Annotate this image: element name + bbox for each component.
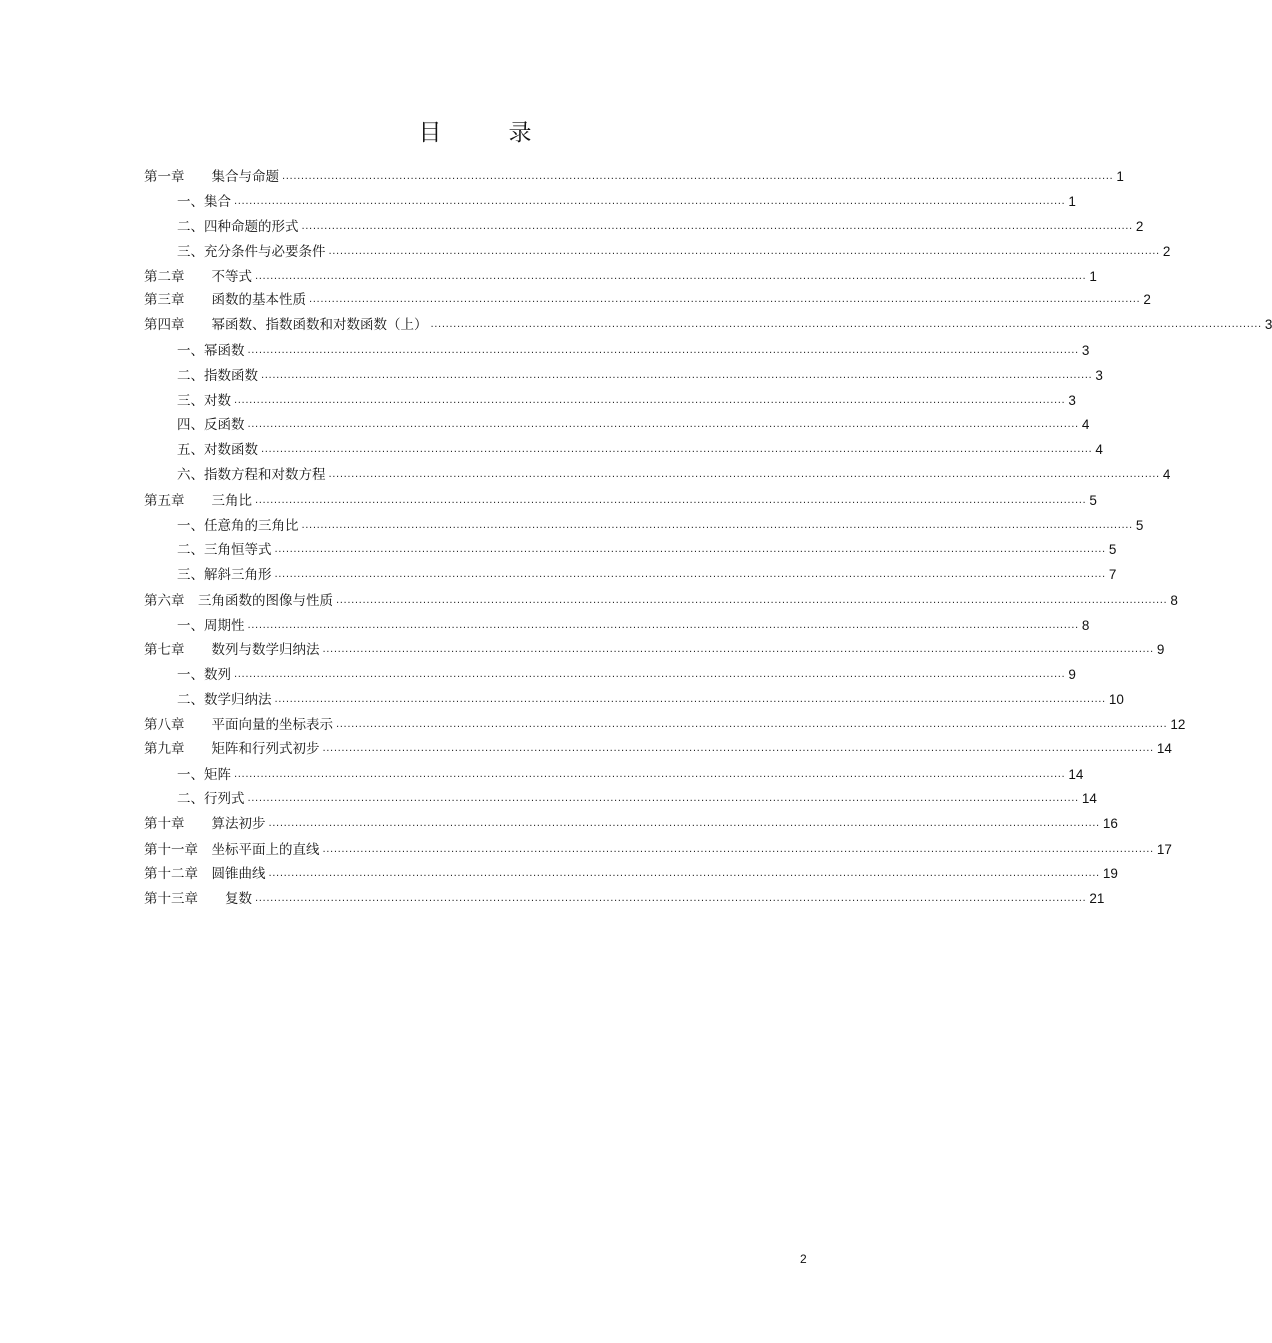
toc-entry-label: 第二章 不等式 [144, 269, 252, 285]
toc-entry-label: 二、行列式 [177, 791, 245, 807]
toc-entry-label: 三、解斜三角形 [177, 567, 272, 583]
toc-chapter-entry[interactable] [144, 888, 1105, 910]
dot-leader: ............................................................................................................................................................................................................................ [322, 844, 1154, 855]
toc-section-entry[interactable] [144, 241, 1171, 263]
dot-leader: ............................................................................................................................................................................................................................ [430, 319, 1262, 330]
dot-leader: ............................................................................................................................................................................................................................ [274, 694, 1106, 705]
toc-entry-label: 一、任意角的三角比 [177, 518, 299, 534]
toc-chapter-entry[interactable] [144, 490, 1097, 512]
dot-leader: ............................................................................................................................................................................................................................ [328, 246, 1160, 257]
toc-entry-label: 六、指数方程和对数方程 [177, 467, 326, 483]
dot-leader: ............................................................................................................................................................................................................................ [247, 419, 1079, 430]
toc-entry-page: 10 [1108, 692, 1124, 707]
toc-entry-label: 第八章 平面向量的坐标表示 [144, 717, 333, 733]
dot-leader: ............................................................................................................................................................................................................................ [328, 469, 1160, 480]
toc-entry-page: 12 [1170, 717, 1186, 732]
toc-section-entry[interactable] [144, 439, 1103, 461]
toc-chapter-entry[interactable] [144, 266, 1097, 288]
dot-leader: ............................................................................................................................................................................................................................ [309, 294, 1141, 305]
toc-entry-label: 一、周期性 [177, 618, 245, 634]
toc-entry-page: 1 [1068, 194, 1076, 209]
toc-chapter-entry[interactable] [144, 289, 1151, 311]
toc-section-entry[interactable] [144, 689, 1124, 711]
dot-leader: ............................................................................................................................................................................................................................ [247, 620, 1079, 631]
dot-leader: ............................................................................................................................................................................................................................ [255, 495, 1087, 506]
toc-chapter-entry[interactable] [144, 314, 1272, 336]
toc-section-entry[interactable] [144, 564, 1117, 586]
toc-entry-page: 1 [1116, 169, 1124, 184]
toc-entry-label: 第六章 三角函数的图像与性质 [144, 593, 333, 609]
toc-entry-page: 9 [1068, 667, 1076, 682]
toc-entry-page: 3 [1081, 343, 1090, 358]
toc-entry-label: 二、指数函数 [177, 368, 258, 384]
dot-leader: ............................................................................................................................................................................................................................ [322, 743, 1154, 754]
dot-leader: ............................................................................................................................................................................................................................ [336, 595, 1168, 606]
toc-chapter-entry[interactable] [144, 590, 1178, 612]
toc-chapter-entry[interactable] [144, 738, 1172, 760]
dot-leader: ............................................................................................................................................................................................................................ [261, 444, 1093, 455]
dot-leader: ............................................................................................................................................................................................................................ [301, 520, 1133, 531]
toc-entry-label: 一、矩阵 [177, 767, 231, 783]
dot-leader: ............................................................................................................................................................................................................................ [234, 196, 1066, 207]
dot-leader: ............................................................................................................................................................................................................................ [268, 818, 1100, 829]
dot-leader: ............................................................................................................................................................................................................................ [274, 569, 1106, 580]
toc-section-entry[interactable] [144, 216, 1144, 238]
toc-entry-page: 2 [1162, 244, 1171, 259]
toc-entry-page: 2 [1135, 219, 1144, 234]
toc-entry-page: 1 [1089, 269, 1097, 284]
dot-leader: ............................................................................................................................................................................................................................ [247, 345, 1079, 356]
toc-entry-page: 7 [1108, 567, 1117, 582]
toc-chapter-entry[interactable] [144, 639, 1165, 661]
toc-entry-page: 14 [1156, 741, 1172, 756]
toc-section-entry[interactable] [144, 764, 1084, 786]
toc-chapter-entry[interactable] [144, 863, 1118, 885]
toc-entry-label: 第九章 矩阵和行列式初步 [144, 741, 320, 757]
toc-section-entry[interactable] [144, 539, 1117, 561]
toc-entry-label: 一、集合 [177, 194, 231, 210]
toc-entry-page: 9 [1156, 642, 1165, 657]
toc-entry-page: 8 [1170, 593, 1178, 608]
toc-entry-page: 4 [1095, 442, 1103, 457]
toc-section-entry[interactable] [144, 515, 1144, 537]
toc-section-entry[interactable] [144, 414, 1090, 436]
toc-entry-label: 四、反函数 [177, 417, 245, 433]
dot-leader: ............................................................................................................................................................................................................................ [322, 644, 1154, 655]
dot-leader: ............................................................................................................................................................................................................................ [255, 271, 1087, 282]
dot-leader: ............................................................................................................................................................................................................................ [255, 893, 1087, 904]
toc-entry-page: 5 [1089, 493, 1097, 508]
toc-entry-label: 二、四种命题的形式 [177, 219, 299, 235]
toc-entry-page: 14 [1068, 767, 1084, 782]
toc-entry-page: 8 [1081, 618, 1090, 633]
toc-section-entry[interactable] [144, 191, 1076, 213]
toc-section-entry[interactable] [144, 464, 1171, 486]
toc-entry-page: 17 [1156, 842, 1172, 857]
dot-leader: ............................................................................................................................................................................................................................ [336, 719, 1168, 730]
toc-chapter-entry[interactable] [144, 839, 1172, 861]
toc-entry-page: 3 [1068, 393, 1076, 408]
toc-entry-page: 21 [1089, 891, 1105, 906]
toc-chapter-entry[interactable] [144, 714, 1186, 736]
toc-entry-label: 一、幂函数 [177, 343, 245, 359]
toc-entry-label: 第三章 函数的基本性质 [144, 292, 306, 308]
toc-entry-label: 五、对数函数 [177, 442, 258, 458]
toc-entry-label: 第十一章 坐标平面上的直线 [144, 842, 320, 858]
toc-section-entry[interactable] [144, 615, 1090, 637]
dot-leader: ............................................................................................................................................................................................................................ [234, 395, 1066, 406]
toc-entry-page: 19 [1102, 866, 1118, 881]
dot-leader: ............................................................................................................................................................................................................................ [261, 370, 1093, 381]
toc-entry-label: 一、数列 [177, 667, 231, 683]
toc-entry-page: 4 [1081, 417, 1090, 432]
toc-chapter-entry[interactable] [144, 813, 1118, 835]
toc-entry-label: 二、数学归纳法 [177, 692, 272, 708]
toc-section-entry[interactable] [144, 340, 1090, 362]
toc-entry-page: 3 [1264, 317, 1272, 332]
dot-leader: ............................................................................................................................................................................................................................ [301, 221, 1133, 232]
toc-title: 目 录 [418, 120, 554, 146]
toc-entry-label: 第七章 数列与数学归纳法 [144, 642, 320, 658]
toc-entry-label: 第十三章 复数 [144, 891, 252, 907]
toc-entry-page: 5 [1135, 518, 1144, 533]
toc-entry-page: 3 [1095, 368, 1103, 383]
toc-entry-page: 16 [1102, 816, 1118, 831]
page-number: 2 [800, 1252, 807, 1266]
dot-leader: ............................................................................................................................................................................................................................ [282, 171, 1114, 182]
toc-section-entry[interactable] [144, 664, 1076, 686]
toc-entry-page: 14 [1081, 791, 1097, 806]
toc-entry-label: 第四章 幂函数、指数函数和对数函数（上） [144, 317, 428, 333]
toc-section-entry[interactable] [144, 390, 1076, 412]
toc-entry-label: 第十二章 圆锥曲线 [144, 866, 266, 882]
toc-entry-page: 4 [1162, 467, 1171, 482]
dot-leader: ............................................................................................................................................................................................................................ [247, 793, 1079, 804]
toc-entry-label: 三、充分条件与必要条件 [177, 244, 326, 260]
toc-chapter-entry[interactable] [144, 166, 1124, 188]
toc-entry-label: 第一章 集合与命题 [144, 169, 279, 185]
toc-entry-label: 第十章 算法初步 [144, 816, 266, 832]
dot-leader: ............................................................................................................................................................................................................................ [268, 868, 1100, 879]
toc-section-entry[interactable] [144, 365, 1103, 387]
toc-entry-label: 二、三角恒等式 [177, 542, 272, 558]
dot-leader: ............................................................................................................................................................................................................................ [274, 544, 1106, 555]
dot-leader: ............................................................................................................................................................................................................................ [234, 669, 1066, 680]
toc-entry-label: 第五章 三角比 [144, 493, 252, 509]
toc-entry-label: 三、对数 [177, 393, 231, 409]
toc-section-entry[interactable] [144, 788, 1097, 810]
toc-entry-page: 2 [1143, 292, 1151, 307]
toc-entry-page: 5 [1108, 542, 1117, 557]
dot-leader: ............................................................................................................................................................................................................................ [234, 769, 1066, 780]
